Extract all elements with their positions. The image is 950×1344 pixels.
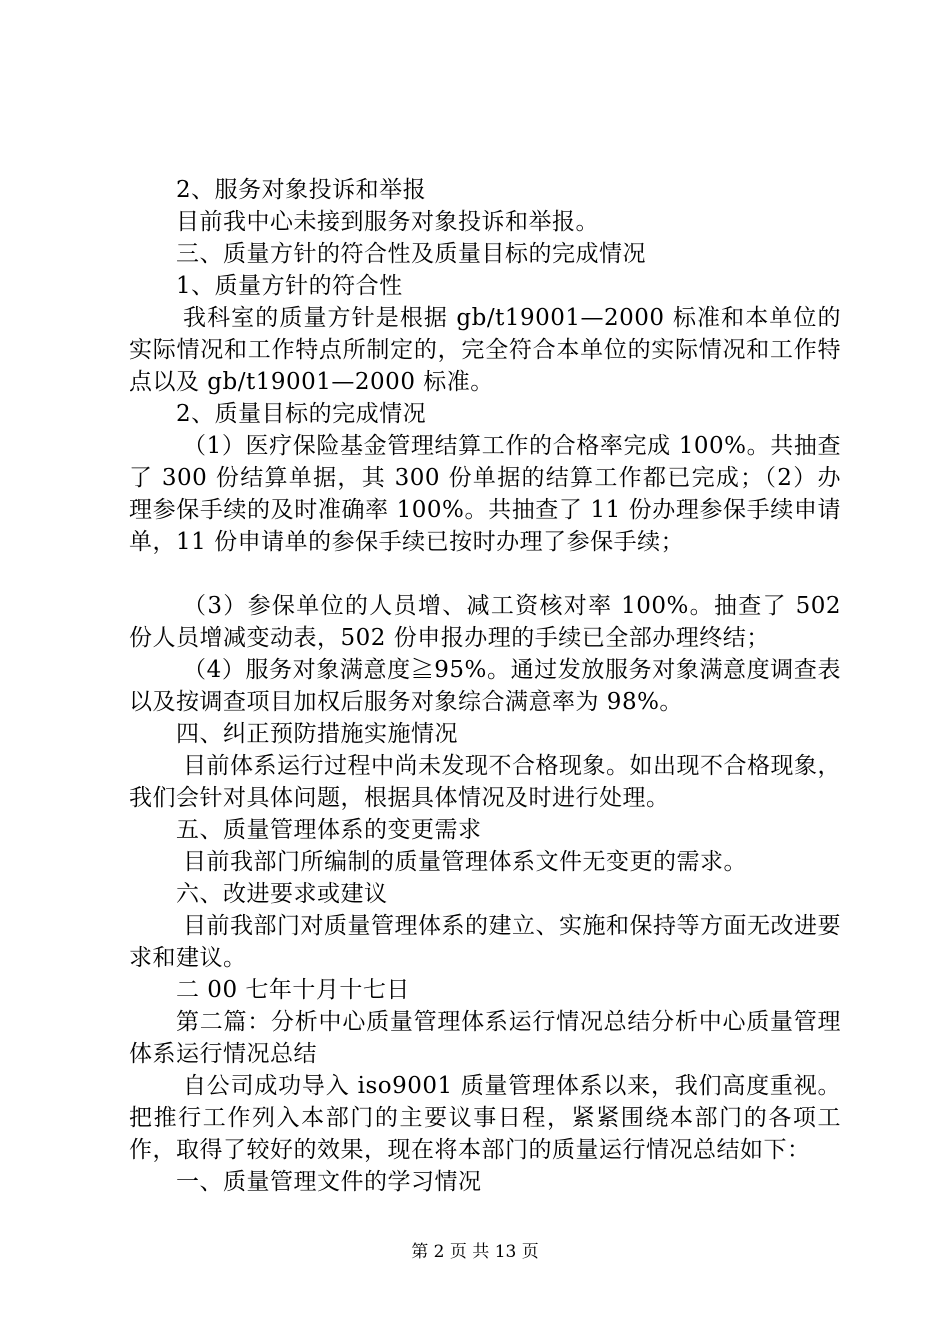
- paragraph-complaints-body: 目前我中心未接到服务对象投诉和举报。: [176, 209, 599, 235]
- paragraph-part-two-intro: 自公司成功导入 iso9001 质量管理体系以来，我们高度重视。把推行工作列入本部门的主要议事日程，紧紧围绕本部门的各项工作，取得了较好的效果，现在将本部门的质量运行情况总结如下：: [129, 1073, 841, 1163]
- paragraph-policy-body: 我科室的质量方针是根据 gb/t19001—2000 标准和本单位的实际情况和工作特点所制定的，完全符合本单位的实际情况和工作特点以及 gb/t19001—2000 标准。: [129, 305, 841, 395]
- paragraph-section-four-heading: 四、纠正预防措施实施情况: [176, 721, 458, 747]
- paragraph-change-body: 目前我部门所编制的质量管理体系文件无变更的需求。: [183, 849, 747, 875]
- paragraph-complaints-heading: 2、服务对象投诉和举报: [176, 177, 427, 203]
- paragraph-corrective-body: 目前体系运行过程中尚未发现不合格现象。如出现不合格现象，我们会针对具体问题，根据具体情况及时进行处理。: [129, 753, 841, 811]
- page-footer: 第 2 页 共 13 页: [411, 1242, 539, 1262]
- paragraph-objectives-1-2: （1）医疗保险基金管理结算工作的合格率完成 100%。共抽查了 300 份结算单据，其 300 份单据的结算工作都已完成；（2）办理参保手续的及时准确率 100%。共抽查了 11 份办理参保手续申请单，11 份申请单的参保手续已按时办理了参保手续；: [129, 433, 841, 555]
- paragraph-objectives-3: （3）参保单位的人员增、减工资核对率 100%。抽查了 502 份人员增减变动表，502 份申报办理的手续已全部办理终结；: [129, 593, 849, 651]
- paragraph-section-three-heading: 三、质量方针的符合性及质量目标的完成情况: [176, 241, 646, 267]
- paragraph-part-two-section-one: 一、质量管理文件的学习情况: [176, 1169, 482, 1195]
- paragraph-policy-heading: 1、质量方针的符合性: [176, 273, 403, 299]
- paragraph-section-five-heading: 五、质量管理体系的变更需求: [176, 817, 482, 843]
- paragraph-section-six-heading: 六、改进要求或建议: [176, 881, 388, 907]
- document-body: [129, 174, 849, 1198]
- paragraph-objectives-4: （4）服务对象满意度≧95%。通过发放服务对象满意度调查表以及按调查项目加权后服务对象综合满意率为 98%。: [129, 657, 841, 715]
- paragraph-part-two-title: 第二篇：分析中心质量管理体系运行情况总结分析中心质量管理体系运行情况总结: [129, 1009, 841, 1067]
- paragraph-objectives-heading: 2、质量目标的完成情况: [176, 401, 427, 427]
- paragraph-improvement-body: 目前我部门对质量管理体系的建立、实施和保持等方面无改进要求和建议。: [129, 913, 841, 971]
- paragraph-date: 二 00 七年十月十七日: [176, 977, 410, 1003]
